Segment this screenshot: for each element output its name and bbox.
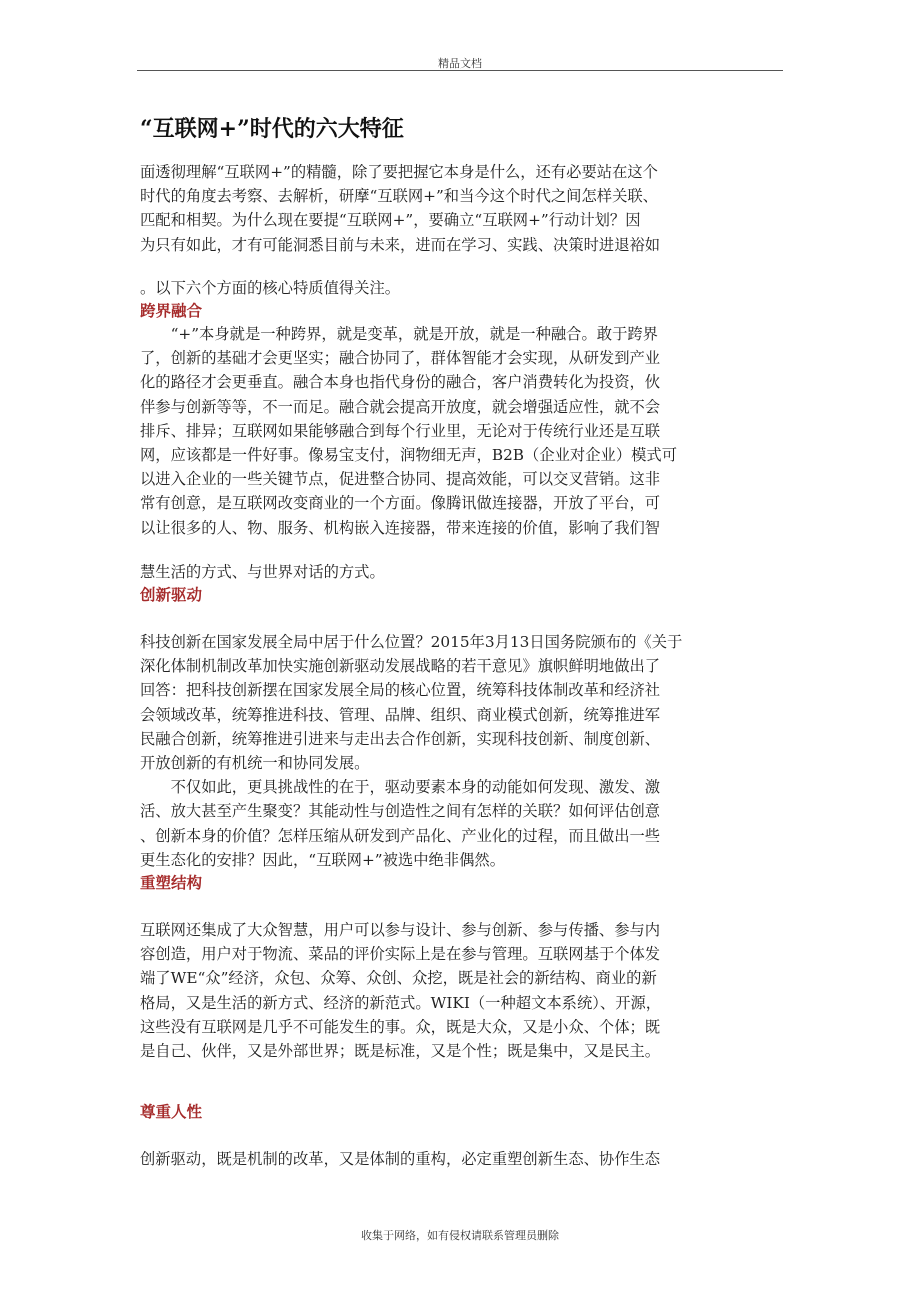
body-line: 开放创新的有机统一和协同发展。 [140, 754, 370, 773]
body-line: 互联网还集成了大众智慧，用户可以参与设计、参与创新、参与传播、参与内 [140, 921, 661, 939]
body-line: 格局，又是生活的新方式、经济的新范式。WIKI（一种超文本系统）、开源， [140, 993, 662, 1012]
header-divider [137, 70, 783, 71]
section-body-innovation [140, 630, 780, 872]
body-line: “+”本身就是一种跨界，就是变革，就是开放，就是一种融合。敢于跨界 [140, 325, 658, 343]
body-line: 端了WE“众”经济，众包、众筹、众创、众挖，既是社会的新结构、商业的新 [140, 969, 657, 988]
body-line: 网，应该都是一件好事。像易宝支付，润物细无声，B2B（企业对企业）模式可 [140, 446, 678, 465]
body-line: 以进入企业的一些关键节点，促进整合协同、提高效能，可以交叉营销。这非 [140, 470, 661, 489]
body-line: 、创新本身的价值？怎样压缩从研发到产品化、产业化的过程，而且做出一些 [140, 826, 661, 845]
body-line: 深化体制机制改革加快实施创新驱动发展战略的若干意见》旗帜鲜明地做出了 [140, 657, 661, 676]
intro-line: 时代的角度去考察、去解析，研摩“互联网+”和当今这个时代之间怎样关联、 [140, 187, 658, 206]
body-line: 会领域改革，统筹推进科技、管理、品牌、组织、商业模式创新，统筹推进军 [140, 705, 661, 724]
intro-tail-line: 。以下六个方面的核心特质值得关注。 [140, 279, 401, 297]
body-line: 科技创新在国家发展全局中居于什么位置？2015年3月13日国务院颁布的《关于 [140, 633, 683, 651]
body-line: 排斥、排异；互联网如果能够融合到每个行业里，无论对于传统行业还是互联 [140, 421, 661, 440]
body-line: 这些没有互联网是几乎不可能发生的事。众，既是大众，又是小众、个体；既 [140, 1017, 661, 1036]
intro-line: 面透彻理解“互联网+”的精髓，除了要把握它本身是什么，还有必要站在这个 [140, 163, 658, 181]
body-line: 活、放大甚至产生聚变？其能动性与创造性之间有怎样的关联？如何评估创意 [140, 802, 661, 821]
intro-line: 为只有如此，才有可能洞悉目前与未来，进而在学习、实践、决策时进退裕如 [140, 235, 661, 254]
body-line: 是自己、伙伴，又是外部世界；既是标准，又是个性；既是集中，又是民主。 [140, 1042, 661, 1061]
page-header: 精品文档 [438, 57, 482, 70]
section-heading-cross-border: 跨界融合 [140, 302, 203, 320]
body-line: 化的路径才会更垂直。融合本身也指代身份的融合，客户消费转化为投资，伙 [140, 373, 661, 392]
section-tail-cross-border [140, 560, 780, 584]
body-line: 伴参与创新等等，不一而足。融合就会提高开放度，就会增强适应性，就不会 [140, 397, 661, 416]
section-body-humanity [140, 1147, 780, 1171]
section-heading-restructure: 重塑结构 [140, 874, 203, 892]
intro-line: 匹配和相契。为什么现在要提“互联网+”，要确立“互联网+”行动计划？因 [140, 211, 641, 230]
body-line: 慧生活的方式、与世界对话的方式。 [140, 563, 385, 581]
body-line: 回答：把科技创新摆在国家发展全局的核心位置，统筹科技体制改革和经济社 [140, 681, 661, 700]
intro-paragraph [140, 160, 780, 257]
body-line: 不仅如此，更具挑战性的在于，驱动要素本身的动能如何发现、激发、激 [140, 778, 661, 797]
body-line: 了，创新的基础才会更坚实；融合协同了，群体智能才会实现，从研发到产业 [140, 349, 661, 368]
document-title: “互联网+”时代的六大特征 [140, 116, 404, 142]
section-heading-humanity: 尊重人性 [140, 1103, 203, 1121]
body-line: 创新驱动，既是机制的改革，又是体制的重构，必定重塑创新生态、协作生态 [140, 1150, 661, 1168]
body-line: 以让很多的人、物、服务、机构嵌入连接器，带来连接的价值，影响了我们智 [140, 518, 661, 537]
page-footer: 收集于网络，如有侵权请联系管理员删除 [361, 1229, 559, 1242]
section-body-cross-border [140, 322, 780, 540]
body-line: 常有创意，是互联网改变商业的一个方面。像腾讯做连接器，开放了平台，可 [140, 494, 661, 513]
section-heading-innovation: 创新驱动 [140, 586, 203, 604]
intro-tail [140, 276, 780, 300]
body-line: 容创造，用户对于物流、菜品的评价实际上是在参与管理。互联网基于个体发 [140, 945, 661, 964]
body-line: 民融合创新，统筹推进引进来与走出去合作创新，实现科技创新、制度创新、 [140, 729, 661, 748]
section-body-restructure [140, 918, 780, 1063]
body-line: 更生态化的安排？因此，“互联网+”被选中绝非偶然。 [140, 850, 505, 869]
